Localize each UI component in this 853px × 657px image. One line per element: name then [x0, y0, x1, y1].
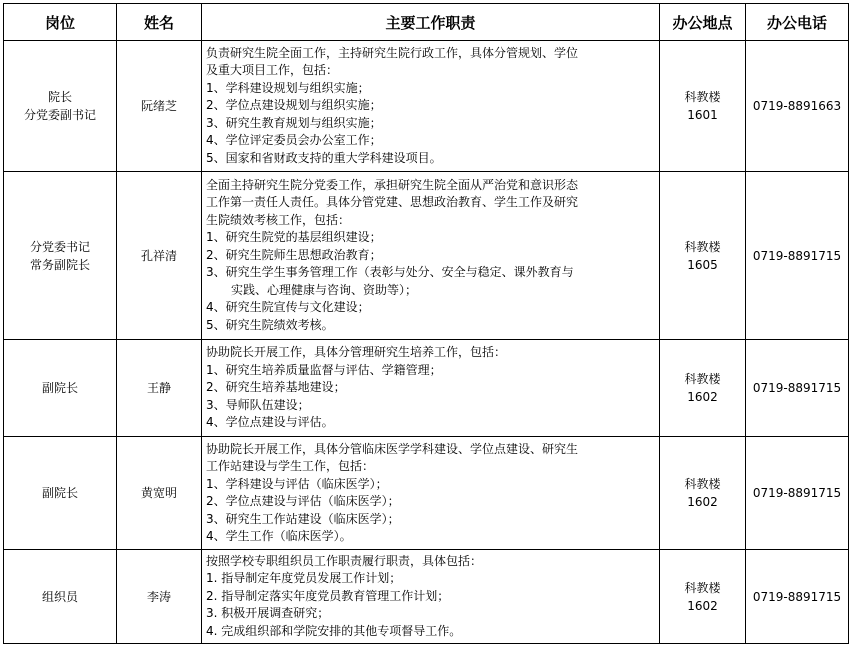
- duty-line: 4. 完成组织部和学院安排的其他专项督导工作。: [206, 623, 462, 638]
- office-cell: [660, 437, 746, 550]
- duty-line: 5、国家和省财政支持的重大学科建设项目。: [206, 150, 442, 165]
- table-row: [4, 437, 849, 550]
- phone-cell: 0719-8891715: [746, 550, 849, 644]
- office-cell: [660, 41, 746, 172]
- position-cell: [4, 437, 117, 550]
- duty-line: 2、研究生培养基地建设；: [206, 380, 346, 395]
- office-line: 1602: [687, 495, 718, 509]
- staff-duty-table: [3, 3, 849, 644]
- duty-line: 3、研究生教育规划与组织实施；: [206, 115, 382, 130]
- phone-cell: 0719-8891715: [746, 340, 849, 437]
- position-cell: [4, 172, 117, 340]
- duty-line: 负责研究生院全面工作，主持研究生院行政工作，具体分管规划、学位: [206, 45, 579, 60]
- office-line: 科教楼: [684, 239, 721, 254]
- table-row: [4, 550, 849, 644]
- office-cell: [660, 550, 746, 644]
- duty-line: 及重大项目工作，包括：: [206, 63, 339, 78]
- position-cell: [4, 41, 117, 172]
- duty-line: 3. 积极开展调查研究；: [206, 606, 330, 621]
- office-line: 科教楼: [684, 90, 721, 104]
- duty-line: 4、学生工作（临床医学）。: [206, 529, 352, 543]
- office-line: 科教楼: [684, 477, 721, 491]
- duty-line: 实践、心理健康与咨询、资助等）；: [231, 282, 418, 297]
- duties-cell: [202, 550, 660, 644]
- office-line: 科教楼: [684, 372, 721, 386]
- office-cell: [660, 172, 746, 340]
- phone-cell: 0719-8891715: [746, 172, 849, 340]
- duty-line: 1、研究生院党的基层组织建设；: [206, 230, 382, 245]
- duty-line: 3、研究生工作站建设（临床医学）；: [206, 511, 400, 526]
- name-cell: 王静: [117, 340, 202, 437]
- duty-line: 3、研究生学生事务管理工作（表彰与处分、安全与稳定、课外教育与: [206, 265, 574, 280]
- position-line: 院长: [47, 90, 72, 104]
- duty-line: 1、学科建设规划与组织实施；: [206, 80, 370, 95]
- duties-cell: [202, 41, 660, 172]
- position-line: 副院长: [41, 486, 78, 500]
- duty-line: 2、学位点建设与评估（临床医学）；: [206, 494, 400, 508]
- duty-line: 协助院长开展工作，具体分管理研究生培养工作，包括：: [206, 345, 507, 360]
- position-line: 分党委副书记: [23, 108, 96, 122]
- duty-line: 4、研究生院宣传与文化建设；: [206, 300, 370, 315]
- duty-line: 全面主持研究生院分党委工作，承担研究生院全面从严治党和意识形态: [206, 177, 579, 192]
- name-cell: 阮绪芝: [117, 41, 202, 172]
- duties-cell: [202, 172, 660, 340]
- duty-line: 4、学位评定委员会办公室工作；: [206, 133, 382, 148]
- position-cell: [4, 340, 117, 437]
- header-office: 办公地点: [660, 4, 746, 41]
- name-cell: 李涛: [117, 550, 202, 644]
- position-line: 组织员: [41, 589, 78, 604]
- duty-line: 2、研究生院师生思想政治教育；: [206, 247, 382, 262]
- duty-line: 4、学位点建设与评估。: [206, 415, 334, 430]
- office-cell: [660, 340, 746, 437]
- position-line: 分党委书记: [29, 239, 90, 254]
- office-line: 1602: [687, 598, 718, 613]
- header-name: 姓名: [117, 4, 202, 41]
- table-row: [4, 340, 849, 437]
- office-line: 1605: [687, 257, 718, 272]
- duties-cell: [202, 437, 660, 550]
- duty-line: 2. 指导制定落实年度党员教育管理工作计划；: [206, 588, 450, 603]
- header-duties: 主要工作职责: [202, 4, 660, 41]
- duty-line: 2、学位点建设规划与组织实施；: [206, 98, 382, 113]
- duty-line: 工作第一责任人责任。具体分管党建、思想政治教育、学生工作及研究: [206, 195, 579, 210]
- header-phone: 办公电话: [746, 4, 849, 41]
- duty-line: 生院绩效考核工作，包括：: [206, 212, 351, 227]
- header-position: 岗位: [4, 4, 117, 41]
- position-cell: [4, 550, 117, 644]
- office-line: 科教楼: [684, 580, 721, 595]
- position-line: 常务副院长: [29, 257, 90, 272]
- duty-line: 1. 指导制定年度党员发展工作计划；: [206, 571, 402, 586]
- office-line: 1602: [687, 390, 718, 404]
- table-row: [4, 41, 849, 172]
- duty-line: 按照学校专职组织员工作职责履行职责，具体包括：: [206, 553, 483, 568]
- duties-cell: [202, 340, 660, 437]
- duty-line: 5、研究生院绩效考核。: [206, 317, 334, 332]
- name-cell: 黄宽明: [117, 437, 202, 550]
- duty-line: 1、学科建设与评估（临床医学）；: [206, 476, 388, 491]
- table-row: [4, 172, 849, 340]
- phone-cell: 0719-8891663: [746, 41, 849, 172]
- office-line: 1601: [687, 108, 718, 122]
- phone-cell: 0719-8891715: [746, 437, 849, 550]
- position-line: 副院长: [41, 381, 78, 395]
- name-cell: 孔祥清: [117, 172, 202, 340]
- duty-line: 协助院长开展工作，具体分管临床医学学科建设、学位点建设、研究生: [206, 441, 579, 456]
- header-row: [4, 4, 849, 41]
- duty-line: 工作站建设与学生工作，包括：: [206, 459, 375, 473]
- duty-line: 3、导师队伍建设；: [206, 397, 310, 412]
- duty-line: 1、研究生培养质量监督与评估、学籍管理；: [206, 362, 442, 377]
